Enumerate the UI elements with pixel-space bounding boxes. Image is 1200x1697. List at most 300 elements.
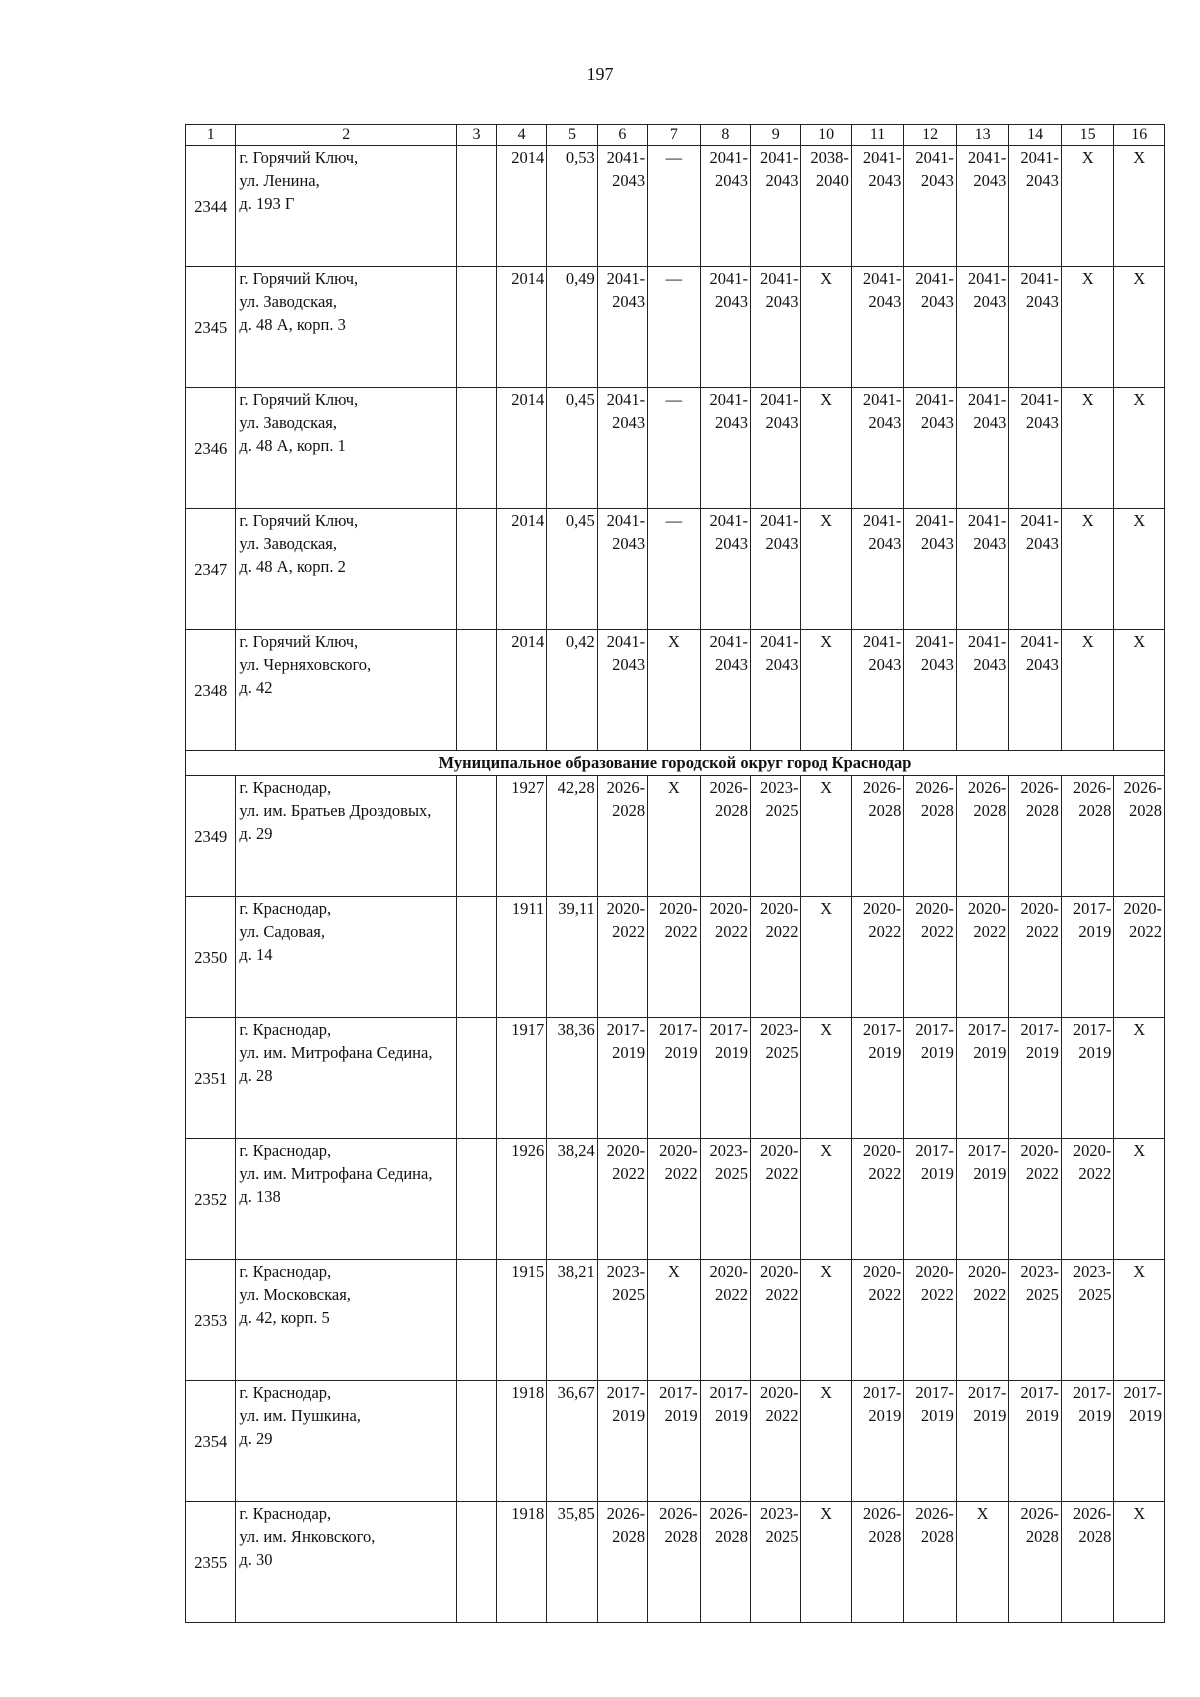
- value-cell: X: [801, 1502, 851, 1623]
- value-cell: [456, 1381, 496, 1502]
- period-line: 2043: [715, 413, 749, 432]
- period-cell: [597, 1381, 647, 1502]
- value-cell: X: [1114, 1502, 1165, 1623]
- address-cell: [236, 1381, 457, 1502]
- value-cell: 35,85: [547, 1502, 597, 1623]
- period-cell: [956, 1381, 1009, 1502]
- period-line: 2022: [715, 922, 749, 941]
- period-line: 2028: [664, 1527, 698, 1546]
- period-cell: [956, 388, 1009, 509]
- value-cell: X: [1114, 1260, 1165, 1381]
- value-cell: X: [801, 630, 851, 751]
- period-line: 2020-: [1072, 1141, 1112, 1160]
- period-cell: [1061, 1260, 1114, 1381]
- value-cell: X: [801, 1260, 851, 1381]
- year-cell: 1918: [496, 1502, 546, 1623]
- value-cell: X: [1114, 1018, 1165, 1139]
- address-line: г. Горячий Ключ,: [239, 632, 359, 651]
- period-cell: [851, 267, 904, 388]
- period-cell: [904, 1018, 957, 1139]
- period-line: 2020-: [862, 1262, 902, 1281]
- period-line: 2020-: [915, 899, 954, 918]
- period-line: 2019: [868, 1043, 902, 1062]
- period-line: 2020-: [1123, 899, 1162, 918]
- period-line: 2017-: [862, 1383, 902, 1402]
- period-cell: [700, 267, 750, 388]
- period-cell: [1114, 776, 1165, 897]
- period-line: 2023-: [1072, 1262, 1112, 1281]
- period-line: 2019: [715, 1043, 749, 1062]
- period-line: 2017-: [659, 1383, 698, 1402]
- address-cell: [236, 509, 457, 630]
- period-line: 2019: [920, 1164, 954, 1183]
- year-cell: 1911: [496, 897, 546, 1018]
- period-cell: [904, 1139, 957, 1260]
- period-cell: [904, 897, 957, 1018]
- period-line: 2041-: [862, 148, 902, 167]
- period-cell: [597, 267, 647, 388]
- period-line: 2026-: [1123, 778, 1162, 797]
- period-cell: [1009, 146, 1062, 267]
- period-line: 2023-: [759, 778, 799, 797]
- period-line: 2026-: [709, 1504, 749, 1523]
- period-line: 2017-: [915, 1383, 954, 1402]
- period-line: 2022: [1025, 922, 1059, 941]
- column-number-header-row: [186, 125, 1165, 146]
- table-row: [186, 146, 1165, 267]
- table-row: [186, 1139, 1165, 1260]
- period-line: 2041-: [759, 390, 799, 409]
- period-line: 2019: [1025, 1043, 1059, 1062]
- period-cell: [700, 897, 750, 1018]
- period-line: 2043: [765, 292, 799, 311]
- period-line: 2020-: [709, 1262, 749, 1281]
- period-cell: [851, 1018, 904, 1139]
- period-line: 2020-: [659, 1141, 698, 1160]
- address-line: ул. Ленина,: [239, 171, 320, 190]
- table-row: [186, 1381, 1165, 1502]
- period-cell: [751, 776, 801, 897]
- period-line: 2017-: [967, 1383, 1007, 1402]
- address-cell: [236, 630, 457, 751]
- period-line: 2041-: [709, 148, 749, 167]
- period-cell: [597, 1502, 647, 1623]
- period-line: 2025: [765, 1527, 799, 1546]
- column-number-6: 6: [597, 125, 647, 146]
- period-cell: [751, 1139, 801, 1260]
- register-table: [185, 124, 1165, 1623]
- value-cell: X: [648, 776, 701, 897]
- period-line: 2025: [715, 1164, 749, 1183]
- period-cell: [597, 630, 647, 751]
- period-line: 2020-: [759, 1141, 799, 1160]
- address-line: г. Горячий Ключ,: [239, 390, 359, 409]
- period-cell: [648, 1018, 701, 1139]
- period-line: 2019: [920, 1406, 954, 1425]
- period-line: 2043: [1025, 413, 1059, 432]
- year-cell: 2014: [496, 146, 546, 267]
- year-cell: 1927: [496, 776, 546, 897]
- period-line: 2017-: [659, 1020, 698, 1039]
- period-line: 2023-: [759, 1504, 799, 1523]
- row-number: 2346: [186, 388, 236, 509]
- row-number: 2345: [186, 267, 236, 388]
- column-number-8: 8: [700, 125, 750, 146]
- period-line: 2022: [920, 922, 954, 941]
- period-cell: [1061, 897, 1114, 1018]
- value-cell: [456, 776, 496, 897]
- row-number: 2347: [186, 509, 236, 630]
- section-title: Муниципальное образование городской округ город Краснодар: [186, 751, 1165, 776]
- value-cell: [456, 1260, 496, 1381]
- address-line: ул. Заводская,: [239, 534, 337, 553]
- period-line: 2028: [715, 1527, 749, 1546]
- address-line: д. 48 А, корп. 2: [239, 557, 346, 576]
- value-cell: 38,21: [547, 1260, 597, 1381]
- value-cell: X: [1061, 630, 1114, 751]
- period-cell: [1009, 388, 1062, 509]
- address-cell: [236, 146, 457, 267]
- period-cell: [700, 388, 750, 509]
- period-line: 2022: [1078, 1164, 1112, 1183]
- period-cell: [751, 388, 801, 509]
- period-cell: [851, 630, 904, 751]
- period-cell: [904, 1381, 957, 1502]
- period-line: 2043: [868, 171, 902, 190]
- period-line: 2043: [973, 534, 1007, 553]
- value-cell: —: [648, 509, 701, 630]
- period-cell: [700, 1381, 750, 1502]
- period-cell: [851, 1260, 904, 1381]
- period-line: 2041-: [606, 390, 646, 409]
- period-line: 2043: [973, 171, 1007, 190]
- value-cell: X: [801, 1018, 851, 1139]
- period-line: 2026-: [915, 1504, 954, 1523]
- period-line: 2028: [868, 801, 902, 820]
- year-cell: 2014: [496, 267, 546, 388]
- address-line: г. Краснодар,: [239, 1020, 332, 1039]
- period-cell: [751, 1381, 801, 1502]
- period-line: 2017-: [709, 1020, 749, 1039]
- period-line: 2019: [1078, 1043, 1112, 1062]
- page-number: 197: [586, 64, 614, 84]
- address-line: д. 30: [239, 1550, 273, 1569]
- column-number-10: 10: [801, 125, 851, 146]
- period-line: 2020-: [967, 1262, 1007, 1281]
- period-line: 2019: [612, 1406, 646, 1425]
- period-cell: [648, 1502, 701, 1623]
- period-cell: [956, 1260, 1009, 1381]
- value-cell: X: [801, 897, 851, 1018]
- period-line: 2028: [1129, 801, 1162, 820]
- value-cell: X: [1114, 630, 1165, 751]
- period-line: 2026-: [1020, 778, 1059, 797]
- period-line: 2017-: [1123, 1383, 1162, 1402]
- period-line: 2020-: [1020, 1141, 1059, 1160]
- column-number-13: 13: [956, 125, 1009, 146]
- period-line: 2020-: [709, 899, 749, 918]
- value-cell: [456, 388, 496, 509]
- period-line: 2041-: [759, 632, 799, 651]
- address-line: ул. им. Братьев Дроздовых,: [239, 801, 432, 820]
- table-row: [186, 897, 1165, 1018]
- period-line: 2023-: [709, 1141, 749, 1160]
- value-cell: X: [801, 1381, 851, 1502]
- period-line: 2026-: [606, 1504, 646, 1523]
- value-cell: X: [1114, 267, 1165, 388]
- period-line: 2019: [664, 1406, 698, 1425]
- address-line: д. 28: [239, 1066, 273, 1085]
- address-line: ул. Садовая,: [239, 922, 325, 941]
- period-cell: [904, 1260, 957, 1381]
- address-cell: [236, 1018, 457, 1139]
- period-line: 2041-: [862, 390, 902, 409]
- period-line: 2026-: [606, 778, 646, 797]
- period-line: 2043: [715, 655, 749, 674]
- column-number-9: 9: [751, 125, 801, 146]
- period-cell: [700, 630, 750, 751]
- address-line: д. 29: [239, 824, 273, 843]
- address-line: д. 14: [239, 945, 273, 964]
- period-cell: [597, 776, 647, 897]
- address-cell: [236, 1139, 457, 1260]
- column-number-14: 14: [1009, 125, 1062, 146]
- period-line: 2043: [1025, 534, 1059, 553]
- period-line: 2043: [868, 655, 902, 674]
- period-line: 2041-: [606, 632, 646, 651]
- period-line: 2022: [920, 1285, 954, 1304]
- period-cell: [851, 897, 904, 1018]
- period-line: 2028: [868, 1527, 902, 1546]
- period-line: 2026-: [1072, 1504, 1112, 1523]
- period-line: 2019: [664, 1043, 698, 1062]
- period-line: 2022: [1025, 1164, 1059, 1183]
- period-line: 2041-: [1020, 511, 1059, 530]
- address-line: г. Краснодар,: [239, 1504, 332, 1523]
- period-line: 2017-: [915, 1020, 954, 1039]
- period-line: 2022: [868, 922, 902, 941]
- period-line: 2043: [612, 655, 646, 674]
- period-line: 2017-: [862, 1020, 902, 1039]
- address-cell: [236, 1502, 457, 1623]
- period-line: 2041-: [709, 390, 749, 409]
- period-line: 2041-: [759, 148, 799, 167]
- address-cell: [236, 897, 457, 1018]
- period-cell: [700, 776, 750, 897]
- value-cell: X: [1114, 146, 1165, 267]
- year-cell: 2014: [496, 630, 546, 751]
- period-line: 2043: [920, 655, 954, 674]
- period-line: 2019: [973, 1043, 1007, 1062]
- period-cell: [956, 1139, 1009, 1260]
- period-line: 2017-: [606, 1383, 646, 1402]
- period-line: 2026-: [967, 778, 1007, 797]
- period-line: 2043: [715, 171, 749, 190]
- period-line: 2028: [1025, 1527, 1059, 1546]
- table-row: [186, 388, 1165, 509]
- period-line: 2043: [920, 292, 954, 311]
- period-line: 2043: [920, 171, 954, 190]
- period-line: 2043: [973, 292, 1007, 311]
- value-cell: 0,49: [547, 267, 597, 388]
- period-line: 2026-: [1020, 1504, 1059, 1523]
- value-cell: X: [801, 267, 851, 388]
- period-line: 2022: [612, 1164, 646, 1183]
- value-cell: [456, 1139, 496, 1260]
- value-cell: X: [1061, 267, 1114, 388]
- period-line: 2041-: [967, 511, 1007, 530]
- period-line: 2025: [1025, 1285, 1059, 1304]
- period-line: 2041-: [862, 511, 902, 530]
- address-line: д. 42: [239, 678, 273, 697]
- value-cell: X: [648, 1260, 701, 1381]
- period-cell: [956, 897, 1009, 1018]
- period-line: 2025: [765, 801, 799, 820]
- value-cell: X: [1114, 509, 1165, 630]
- period-line: 2028: [612, 801, 646, 820]
- period-cell: [700, 1260, 750, 1381]
- column-number-11: 11: [851, 125, 904, 146]
- period-cell: [904, 1502, 957, 1623]
- period-line: 2043: [868, 292, 902, 311]
- period-line: 2040: [815, 171, 849, 190]
- period-line: 2041-: [915, 632, 954, 651]
- period-cell: [1114, 1381, 1165, 1502]
- period-cell: [597, 1018, 647, 1139]
- address-line: ул. им. Митрофана Седина,: [239, 1043, 433, 1062]
- value-cell: —: [648, 388, 701, 509]
- row-number: 2352: [186, 1139, 236, 1260]
- period-line: 2026-: [915, 778, 954, 797]
- period-line: 2041-: [862, 269, 902, 288]
- period-line: 2041-: [915, 511, 954, 530]
- address-line: д. 193 Г: [239, 194, 295, 213]
- year-cell: 1926: [496, 1139, 546, 1260]
- period-line: 2026-: [1072, 778, 1112, 797]
- table-row: [186, 509, 1165, 630]
- period-cell: [904, 630, 957, 751]
- period-line: 2017-: [1072, 1020, 1112, 1039]
- period-cell: [956, 776, 1009, 897]
- value-cell: [456, 267, 496, 388]
- period-line: 2041-: [915, 390, 954, 409]
- address-line: д. 48 А, корп. 1: [239, 436, 346, 455]
- period-cell: [956, 267, 1009, 388]
- period-line: 2026-: [862, 778, 902, 797]
- period-cell: [751, 1502, 801, 1623]
- value-cell: —: [648, 267, 701, 388]
- address-line: ул. Московская,: [239, 1285, 351, 1304]
- row-number: 2349: [186, 776, 236, 897]
- period-line: 2041-: [606, 511, 646, 530]
- row-number: 2353: [186, 1260, 236, 1381]
- period-cell: [1061, 1381, 1114, 1502]
- period-line: 2022: [612, 922, 646, 941]
- address-cell: [236, 776, 457, 897]
- period-line: 2041-: [709, 511, 749, 530]
- period-line: 2026-: [709, 778, 749, 797]
- address-line: г. Краснодар,: [239, 1383, 332, 1402]
- section-header-row: [186, 751, 1165, 776]
- period-line: 2019: [715, 1406, 749, 1425]
- period-cell: [751, 146, 801, 267]
- period-cell: [700, 146, 750, 267]
- period-line: 2043: [612, 171, 646, 190]
- period-cell: [597, 388, 647, 509]
- period-cell: [1009, 1139, 1062, 1260]
- address-line: д. 42, корп. 5: [239, 1308, 330, 1327]
- period-cell: [751, 509, 801, 630]
- row-number: 2351: [186, 1018, 236, 1139]
- table-row: [186, 630, 1165, 751]
- value-cell: 0,42: [547, 630, 597, 751]
- period-cell: [1009, 509, 1062, 630]
- address-line: ул. им. Пушкина,: [239, 1406, 361, 1425]
- period-line: 2019: [1078, 1406, 1112, 1425]
- period-line: 2041-: [967, 632, 1007, 651]
- period-cell: [751, 630, 801, 751]
- period-line: 2017-: [967, 1020, 1007, 1039]
- value-cell: [456, 897, 496, 1018]
- period-line: 2019: [973, 1406, 1007, 1425]
- address-line: д. 29: [239, 1429, 273, 1448]
- address-line: г. Краснодар,: [239, 1141, 332, 1160]
- period-line: 2028: [1078, 1527, 1112, 1546]
- period-line: 2043: [1025, 655, 1059, 674]
- period-line: 2020-: [915, 1262, 954, 1281]
- period-cell: [648, 1381, 701, 1502]
- period-cell: [1009, 1018, 1062, 1139]
- period-line: 2043: [765, 534, 799, 553]
- value-cell: X: [801, 776, 851, 897]
- address-line: г. Горячий Ключ,: [239, 511, 359, 530]
- period-cell: [700, 1018, 750, 1139]
- table-row: [186, 776, 1165, 897]
- value-cell: X: [801, 509, 851, 630]
- period-line: 2022: [973, 1285, 1007, 1304]
- period-line: 2020-: [862, 1141, 902, 1160]
- period-line: 2020-: [759, 1262, 799, 1281]
- period-line: 2041-: [709, 632, 749, 651]
- period-cell: [956, 146, 1009, 267]
- period-line: 2041-: [759, 269, 799, 288]
- period-line: 2041-: [1020, 390, 1059, 409]
- value-cell: X: [801, 1139, 851, 1260]
- period-line: 2022: [765, 1285, 799, 1304]
- period-cell: [956, 1018, 1009, 1139]
- period-line: 2017-: [606, 1020, 646, 1039]
- period-line: 2028: [612, 1527, 646, 1546]
- period-line: 2028: [920, 801, 954, 820]
- address-line: д. 48 А, корп. 3: [239, 315, 346, 334]
- period-line: 2043: [868, 534, 902, 553]
- column-number-3: 3: [456, 125, 496, 146]
- period-line: 2043: [868, 413, 902, 432]
- period-line: 2043: [715, 292, 749, 311]
- period-line: 2043: [765, 655, 799, 674]
- period-line: 2022: [973, 922, 1007, 941]
- period-cell: [851, 146, 904, 267]
- period-cell: [597, 146, 647, 267]
- column-number-12: 12: [904, 125, 957, 146]
- period-line: 2022: [868, 1164, 902, 1183]
- period-cell: [751, 267, 801, 388]
- period-line: 2041-: [709, 269, 749, 288]
- address-line: ул. им. Янковского,: [239, 1527, 376, 1546]
- period-line: 2023-: [606, 1262, 646, 1281]
- period-cell: [904, 776, 957, 897]
- period-cell: [1009, 1260, 1062, 1381]
